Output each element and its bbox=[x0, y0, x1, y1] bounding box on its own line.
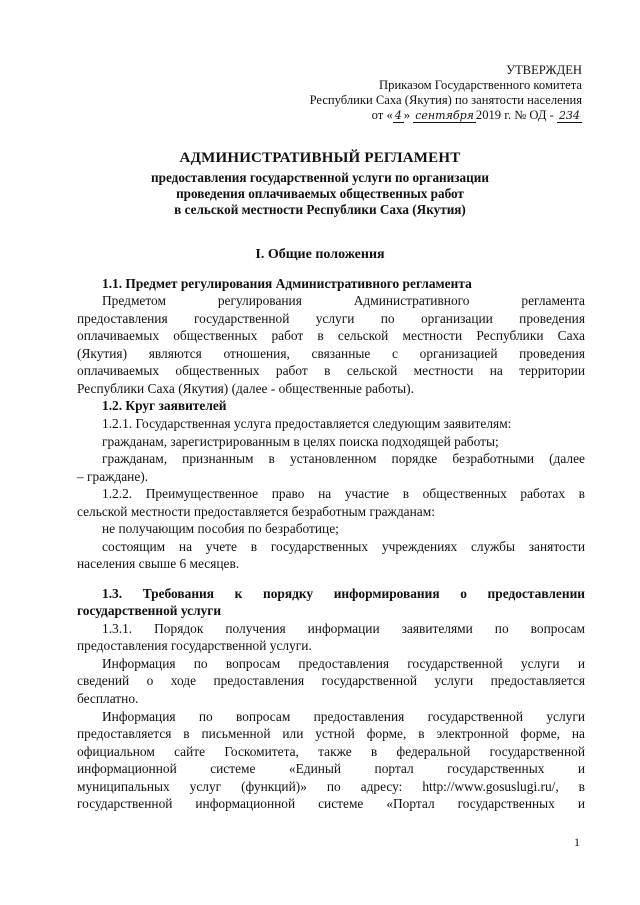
body-line: Информация по вопросам предоставления государственной услуги и bbox=[102, 656, 585, 671]
body-line: – граждане). bbox=[77, 469, 149, 484]
section-heading: I. Общие положения bbox=[255, 247, 385, 262]
approval-order: Приказом Государственного комитета bbox=[379, 78, 582, 92]
document-title: АДМИНИСТРАТИВНЫЙ РЕГЛАМЕНТ bbox=[179, 150, 461, 166]
body-line: не получающим пособия по безработице; bbox=[102, 521, 339, 536]
body-line: 1.3.1. Порядок получения информации заявителями по вопросам bbox=[102, 621, 585, 636]
body-line: гражданам, признанным в установленном порядке безработными (далее bbox=[102, 451, 585, 466]
body-line: сельской местности предоставляется безработным гражданам: bbox=[77, 504, 435, 519]
handwritten-month: сентября bbox=[415, 109, 474, 122]
body-line: (Якутия) являются отношения, связанные с организацией проведения bbox=[77, 346, 585, 361]
subtitle-line-1: предоставления государственной услуги по организации bbox=[151, 170, 489, 185]
body-line: предоставления государственной услуги по организации проведения bbox=[77, 311, 585, 326]
heading-1-1: 1.1. Предмет регулирования Административного регламента bbox=[102, 276, 472, 291]
handwritten-day: 4 bbox=[394, 109, 402, 122]
approval-block bbox=[310, 63, 582, 123]
body-line: оплачиваемых общественных работ в сельской местности Республики Саха bbox=[77, 328, 585, 343]
body-line: государственной информационной системе «Портал государственных и bbox=[77, 796, 585, 811]
page-number: 1 bbox=[574, 835, 580, 849]
approval-committee: Республики Саха (Якутия) по занятости населения bbox=[309, 93, 582, 107]
body-line: 1.2.2. Преимущественное право на участие в общественных работах в bbox=[102, 486, 585, 501]
body-line: оплачиваемых общественных работ в сельской местности на территории bbox=[77, 363, 585, 378]
approval-date-line bbox=[310, 108, 582, 123]
body-line: сведений о ходе предоставления государственной услуги предоставляется bbox=[77, 673, 585, 688]
subtitle-line-2: проведения оплачиваемых общественных работ bbox=[176, 186, 464, 201]
body-line: муниципальных услуг (функций)» по адресу: http://www.gosuslugi.ru/, в bbox=[77, 779, 585, 794]
heading-1-2: 1.2. Круг заявителей bbox=[102, 398, 227, 413]
subtitle-line-3: в сельской местности Республики Саха (Якутия) bbox=[174, 202, 466, 217]
body-line: Предметом регулирования Административного регламента bbox=[102, 293, 585, 308]
date-year: 2019 г. № ОД - bbox=[475, 108, 554, 122]
date-prefix: от « bbox=[371, 108, 393, 122]
body-line: населения свыше 6 месяцев. bbox=[77, 556, 240, 571]
heading-1-3-cont: государственной услуги bbox=[77, 603, 222, 618]
heading-1-3: 1.3. Требования к порядку информирования о предоставлении bbox=[102, 586, 585, 601]
date-mid: » bbox=[403, 108, 411, 122]
body-line: информационной системе «Единый портал государственных и bbox=[77, 761, 585, 776]
body-line: официальном сайте Госкомитета, также в федеральной государственной bbox=[77, 744, 585, 759]
handwritten-number: 234 bbox=[559, 109, 580, 122]
body-line: бесплатно. bbox=[77, 691, 139, 706]
body-line: 1.2.1. Государственная услуга предоставляется следующим заявителям: bbox=[102, 416, 512, 431]
body-line: Республики Саха (Якутия) (далее - общественные работы). bbox=[77, 381, 414, 396]
body-line: предоставления государственной услуги. bbox=[77, 638, 312, 653]
body-line: предоставляется в письменной или устной форме, в электронной форме, на bbox=[77, 726, 585, 741]
document-subtitle bbox=[0, 170, 640, 218]
approval-title: УТВЕРЖДЕН bbox=[506, 63, 582, 77]
body-line: гражданам, зарегистрированным в целях поиска подходящей работы; bbox=[102, 434, 499, 449]
body-line: Информация по вопросам предоставления государственной услуги bbox=[102, 709, 585, 724]
body-line: состоящим на учете в государственных учреждениях службы занятости bbox=[102, 539, 585, 554]
